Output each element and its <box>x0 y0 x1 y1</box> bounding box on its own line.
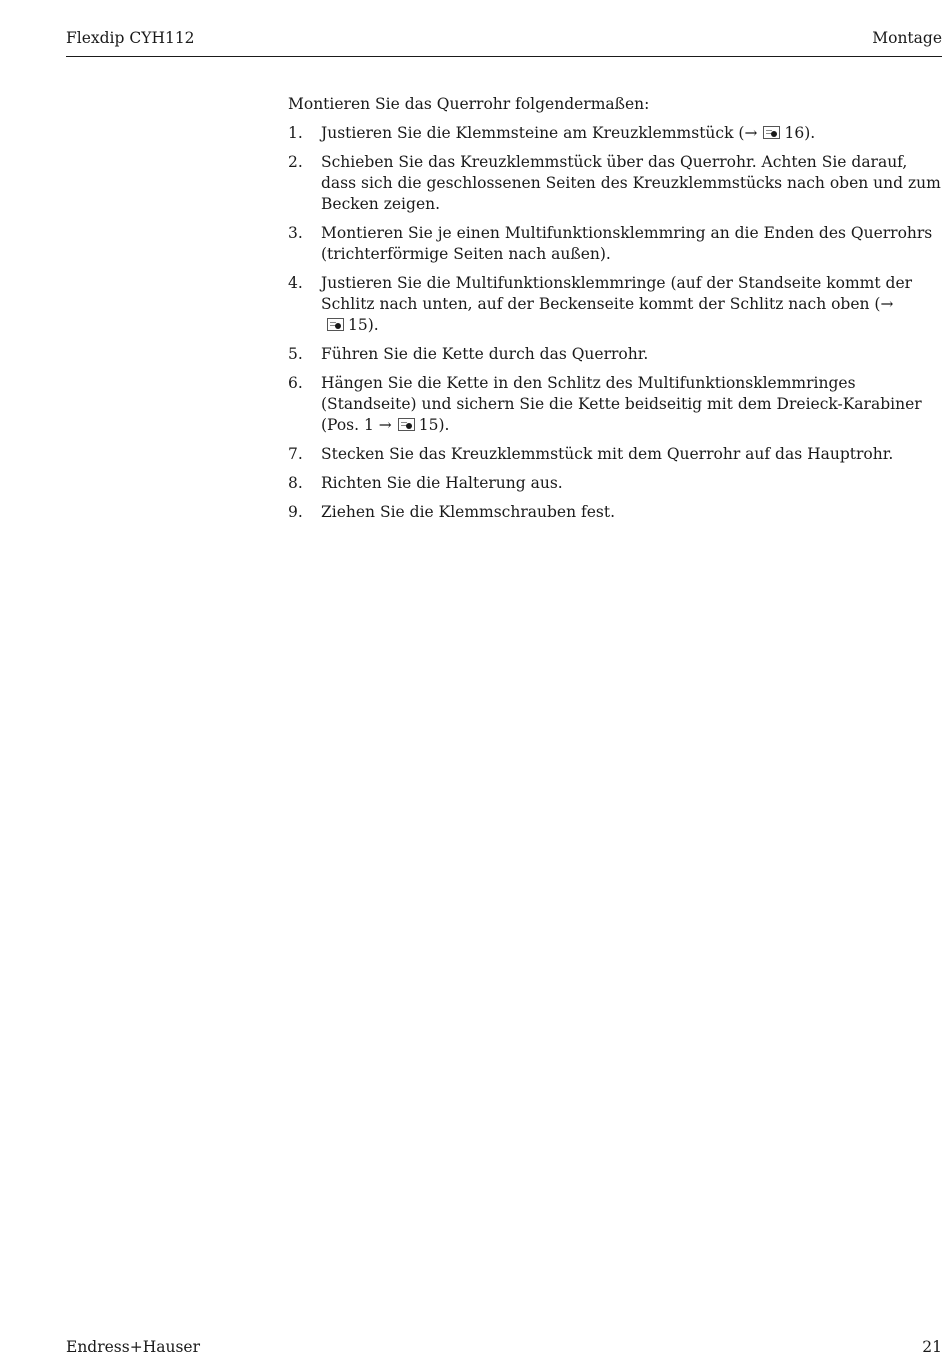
list-item <box>288 152 942 215</box>
step-text: Schieben Sie das Kreuzklemmstück über das Querrohr. Achten Sie darauf, dass sich die geschlossenen Seiten des Kreuzklemmstücks nach oben und zum Becken zeigen. <box>321 153 941 213</box>
step-text: Richten Sie die Halterung aus. <box>321 474 563 492</box>
step-text: Führen Sie die Kette durch das Querrohr. <box>321 345 649 363</box>
figure-reference-icon <box>763 126 780 139</box>
step-text: Hängen Sie die Kette in den Schlitz des Multifunktionsklemmringes (Standseite) und sichern Sie die Kette beidseitig mit dem Dreieck-Karabiner (Pos. 1 → <box>321 374 922 434</box>
figure-reference[interactable] <box>392 416 439 434</box>
section-title: Montage <box>872 29 942 47</box>
step-number: 2. <box>288 153 303 171</box>
step-text-end: ). <box>438 416 450 434</box>
list-item <box>288 473 942 494</box>
step-text: Stecken Sie das Kreuzklemmstück mit dem Querrohr auf das Hauptrohr. <box>321 445 894 463</box>
figure-reference-icon <box>398 418 415 431</box>
step-text: Montieren Sie je einen Multifunktionsklemmring an die Enden des Querrohrs (trichterförmige Seiten nach außen). <box>321 224 933 263</box>
list-item <box>288 444 942 465</box>
intro-paragraph: Montieren Sie das Querrohr folgendermaßen: <box>288 95 650 113</box>
step-text: Ziehen Sie die Klemmschrauben fest. <box>321 503 616 521</box>
step-text: Justieren Sie die Multifunktionsklemmringe (auf der Standseite kommt der Schlitz nach unten, auf der Beckenseite kommt der Schlitz nach oben (→ <box>321 274 913 313</box>
figure-reference-icon <box>327 318 344 331</box>
document-title: Flexdip CYH112 <box>66 29 195 47</box>
company-name: Endress+Hauser <box>66 1338 200 1356</box>
step-number: 1. <box>288 124 303 142</box>
step-text: Justieren Sie die Klemmsteine am Kreuzklemmstück (→ <box>321 124 758 142</box>
figure-number: 15 <box>348 316 368 334</box>
list-item <box>288 502 942 523</box>
step-number: 4. <box>288 274 303 292</box>
figure-number: 16 <box>784 124 805 142</box>
list-item <box>288 123 942 144</box>
step-number: 6. <box>288 374 303 392</box>
list-item <box>288 373 942 436</box>
step-number: 3. <box>288 224 303 242</box>
main-content <box>288 94 942 531</box>
step-number: 5. <box>288 345 303 363</box>
step-text-end: ). <box>804 124 816 142</box>
list-item <box>288 344 942 365</box>
figure-number: 15 <box>418 416 439 434</box>
figure-reference[interactable] <box>757 124 804 142</box>
step-number: 9. <box>288 503 303 521</box>
assembly-steps-list <box>288 123 942 523</box>
page-header <box>66 28 942 57</box>
page-number: 21 <box>922 1338 942 1356</box>
step-number: 7. <box>288 445 303 463</box>
list-item <box>288 223 942 265</box>
list-item <box>288 273 942 336</box>
step-number: 8. <box>288 474 303 492</box>
step-text-end: ). <box>367 316 379 334</box>
figure-reference[interactable] <box>321 316 368 334</box>
